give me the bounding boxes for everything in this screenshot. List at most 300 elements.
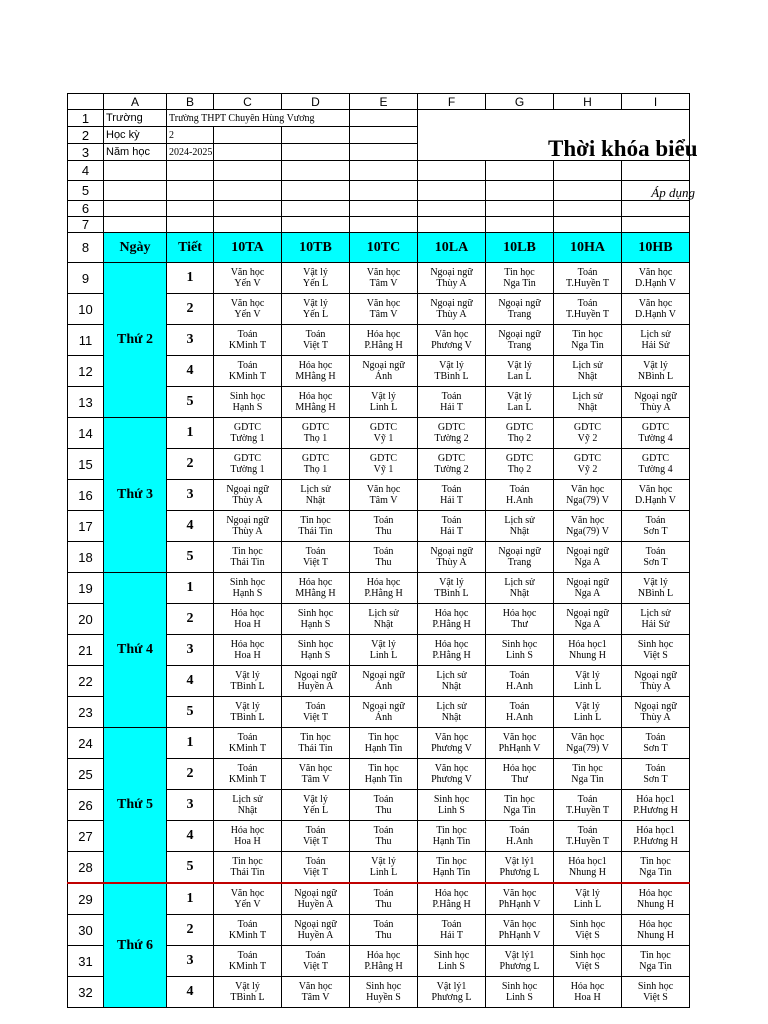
schedule-cell[interactable] [282, 449, 350, 480]
schedule-cell[interactable] [214, 418, 282, 449]
cell[interactable] [104, 201, 167, 217]
cell[interactable] [622, 161, 690, 181]
schedule-cell[interactable] [214, 573, 282, 604]
schedule-cell[interactable] [622, 573, 690, 604]
schedule-cell[interactable] [350, 821, 418, 852]
column-header-e[interactable]: E [350, 94, 418, 110]
schedule-cell[interactable] [554, 387, 622, 418]
schedule-cell[interactable] [418, 790, 486, 821]
schedule-cell[interactable] [282, 946, 350, 977]
row-number[interactable]: 15 [68, 449, 104, 480]
schedule-cell[interactable] [622, 387, 690, 418]
schedule-cell[interactable] [214, 697, 282, 728]
cell[interactable] [282, 144, 350, 161]
schedule-cell[interactable] [418, 697, 486, 728]
schedule-cell[interactable] [350, 852, 418, 884]
schedule-cell[interactable] [282, 418, 350, 449]
schedule-cell[interactable] [350, 511, 418, 542]
schedule-cell[interactable] [554, 542, 622, 573]
schedule-cell[interactable] [622, 790, 690, 821]
schedule-cell[interactable] [282, 635, 350, 666]
cell[interactable] [486, 217, 554, 233]
schedule-cell[interactable] [418, 915, 486, 946]
schedule-cell[interactable] [214, 852, 282, 884]
schedule-cell[interactable] [554, 294, 622, 325]
schedule-cell[interactable] [418, 883, 486, 915]
schedule-cell[interactable] [622, 356, 690, 387]
schedule-cell[interactable] [622, 604, 690, 635]
cell[interactable] [350, 127, 418, 144]
schedule-cell[interactable] [214, 263, 282, 294]
schedule-cell[interactable] [486, 263, 554, 294]
schedule-cell[interactable] [282, 977, 350, 1008]
schedule-cell[interactable] [282, 294, 350, 325]
schedule-cell[interactable] [214, 759, 282, 790]
row-number[interactable]: 12 [68, 356, 104, 387]
semester-label[interactable]: Học kỳ [104, 127, 167, 144]
schedule-cell[interactable] [554, 790, 622, 821]
schedule-cell[interactable] [554, 480, 622, 511]
schedule-cell[interactable] [282, 387, 350, 418]
period-number[interactable]: 1 [167, 573, 214, 604]
cell[interactable] [214, 181, 282, 201]
schedule-cell[interactable] [350, 418, 418, 449]
schedule-cell[interactable] [554, 449, 622, 480]
subtitle-cell[interactable] [622, 181, 695, 201]
schedule-cell[interactable] [554, 915, 622, 946]
schedule-cell[interactable] [418, 946, 486, 977]
schedule-cell[interactable] [418, 325, 486, 356]
cell[interactable] [350, 161, 418, 181]
schedule-cell[interactable] [622, 977, 690, 1008]
schedule-cell[interactable] [486, 946, 554, 977]
row-number[interactable]: 29 [68, 883, 104, 915]
subject-label: Toán [577, 298, 598, 309]
cell[interactable] [418, 161, 486, 181]
schedule-cell[interactable] [554, 946, 622, 977]
cell[interactable] [282, 127, 350, 144]
schedule-cell[interactable] [418, 418, 486, 449]
row-number[interactable]: 6 [68, 201, 104, 217]
schedule-cell[interactable] [350, 356, 418, 387]
period-header[interactable]: Tiết [167, 233, 214, 263]
row-number[interactable]: 10 [68, 294, 104, 325]
schedule-cell[interactable] [282, 852, 350, 884]
class-header[interactable]: 10TB [282, 233, 350, 263]
cell[interactable] [104, 217, 167, 233]
schedule-cell[interactable] [418, 977, 486, 1008]
year-value[interactable]: 2024-2025 [167, 144, 214, 161]
day-cell[interactable]: Thứ 2 [104, 263, 167, 418]
schedule-cell[interactable] [554, 852, 622, 884]
schedule-cell[interactable] [214, 790, 282, 821]
schedule-cell[interactable] [622, 759, 690, 790]
schedule-cell[interactable] [486, 821, 554, 852]
row-number[interactable]: 8 [68, 233, 104, 263]
schedule-cell[interactable] [214, 883, 282, 915]
schedule-cell[interactable] [350, 573, 418, 604]
schedule-cell[interactable] [486, 915, 554, 946]
cell[interactable] [554, 161, 622, 181]
schedule-cell[interactable] [214, 542, 282, 573]
day-cell[interactable]: Thứ 4 [104, 573, 167, 728]
schedule-cell[interactable] [622, 666, 690, 697]
class-header[interactable]: 10LB [486, 233, 554, 263]
schedule-cell[interactable] [486, 977, 554, 1008]
schedule-cell[interactable] [350, 635, 418, 666]
row-number[interactable]: 26 [68, 790, 104, 821]
column-header-c[interactable]: C [214, 94, 282, 110]
schedule-cell[interactable] [486, 604, 554, 635]
row-number[interactable]: 24 [68, 728, 104, 759]
schedule-cell[interactable] [282, 263, 350, 294]
schedule-cell[interactable] [486, 852, 554, 884]
schedule-cell[interactable] [486, 759, 554, 790]
schedule-cell[interactable] [418, 573, 486, 604]
row-number[interactable]: 3 [68, 144, 104, 161]
schedule-cell[interactable] [282, 480, 350, 511]
school-label[interactable]: Trường [104, 110, 167, 127]
schedule-cell[interactable] [214, 666, 282, 697]
schedule-cell[interactable] [622, 542, 690, 573]
schedule-cell[interactable] [350, 946, 418, 977]
schedule-cell[interactable] [622, 821, 690, 852]
schedule-cell[interactable] [214, 449, 282, 480]
schedule-cell[interactable] [282, 325, 350, 356]
schedule-cell[interactable] [214, 604, 282, 635]
schedule-cell[interactable] [486, 449, 554, 480]
schedule-cell[interactable] [350, 790, 418, 821]
row-number[interactable]: 28 [68, 852, 104, 884]
schedule-cell[interactable] [486, 294, 554, 325]
cell[interactable] [622, 217, 690, 233]
cell[interactable] [554, 217, 622, 233]
column-header-a[interactable]: A [104, 94, 167, 110]
cell[interactable] [282, 181, 350, 201]
period-number[interactable]: 2 [167, 449, 214, 480]
schedule-cell[interactable] [554, 883, 622, 915]
schedule-cell[interactable] [350, 387, 418, 418]
cell[interactable] [167, 161, 214, 181]
row-number[interactable]: 20 [68, 604, 104, 635]
row-number[interactable]: 17 [68, 511, 104, 542]
schedule-cell[interactable] [622, 418, 690, 449]
schedule-cell[interactable] [418, 821, 486, 852]
schedule-cell[interactable] [486, 387, 554, 418]
schedule-cell[interactable] [214, 480, 282, 511]
period-number[interactable]: 3 [167, 946, 214, 977]
schedule-cell[interactable] [350, 449, 418, 480]
cell[interactable] [214, 201, 282, 217]
cell[interactable] [486, 161, 554, 181]
period-number[interactable]: 1 [167, 883, 214, 915]
schedule-cell[interactable] [418, 604, 486, 635]
schedule-cell[interactable] [418, 728, 486, 759]
schedule-cell[interactable] [418, 635, 486, 666]
cell[interactable] [282, 217, 350, 233]
schedule-cell[interactable] [282, 511, 350, 542]
schedule-cell[interactable] [214, 635, 282, 666]
schedule-cell[interactable] [622, 449, 690, 480]
schedule-cell[interactable] [282, 697, 350, 728]
schedule-cell[interactable] [350, 697, 418, 728]
schedule-cell[interactable] [418, 852, 486, 884]
schedule-cell[interactable] [350, 294, 418, 325]
schedule-cell[interactable] [214, 821, 282, 852]
schedule-cell[interactable] [486, 728, 554, 759]
school-value[interactable]: Trường THPT Chuyên Hùng Vương [167, 110, 350, 127]
cell[interactable] [418, 181, 486, 201]
cell[interactable] [418, 201, 486, 217]
schedule-cell[interactable] [214, 387, 282, 418]
cell[interactable] [214, 161, 282, 181]
schedule-cell[interactable] [418, 356, 486, 387]
cell[interactable] [622, 201, 690, 217]
cell[interactable] [418, 217, 486, 233]
schedule-cell[interactable] [214, 915, 282, 946]
period-number[interactable]: 1 [167, 263, 214, 294]
schedule-cell[interactable] [350, 883, 418, 915]
period-number[interactable]: 3 [167, 325, 214, 356]
cell[interactable] [214, 217, 282, 233]
schedule-cell[interactable] [418, 666, 486, 697]
row-number[interactable]: 14 [68, 418, 104, 449]
day-header[interactable]: Ngày [104, 233, 167, 263]
period-number[interactable]: 2 [167, 294, 214, 325]
schedule-cell[interactable] [622, 852, 690, 884]
row-number[interactable]: 19 [68, 573, 104, 604]
row-number[interactable]: 11 [68, 325, 104, 356]
cell[interactable] [554, 201, 622, 217]
schedule-cell[interactable] [622, 697, 690, 728]
schedule-cell[interactable] [554, 573, 622, 604]
row-number[interactable]: 2 [68, 127, 104, 144]
period-number[interactable]: 4 [167, 977, 214, 1008]
year-label[interactable]: Năm học [104, 144, 167, 161]
schedule-cell[interactable] [554, 418, 622, 449]
row-number[interactable]: 5 [68, 181, 104, 201]
class-header[interactable]: 10TA [214, 233, 282, 263]
cell[interactable] [350, 110, 418, 127]
column-header-d[interactable]: D [282, 94, 350, 110]
class-header[interactable]: 10LA [418, 233, 486, 263]
schedule-cell[interactable] [282, 915, 350, 946]
schedule-cell[interactable] [418, 542, 486, 573]
schedule-cell[interactable] [622, 635, 690, 666]
schedule-cell[interactable] [418, 263, 486, 294]
schedule-cell[interactable] [554, 263, 622, 294]
schedule-cell[interactable] [554, 821, 622, 852]
schedule-cell[interactable] [214, 511, 282, 542]
schedule-cell[interactable] [350, 977, 418, 1008]
row-number[interactable]: 18 [68, 542, 104, 573]
schedule-cell[interactable] [486, 418, 554, 449]
schedule-cell[interactable] [350, 325, 418, 356]
cell[interactable] [486, 181, 554, 201]
schedule-cell[interactable] [282, 666, 350, 697]
schedule-cell[interactable] [282, 604, 350, 635]
schedule-cell[interactable] [622, 883, 690, 915]
cell[interactable] [104, 161, 167, 181]
schedule-cell[interactable] [486, 325, 554, 356]
period-number[interactable]: 2 [167, 915, 214, 946]
schedule-cell[interactable] [350, 542, 418, 573]
cell[interactable] [214, 144, 282, 161]
class-header[interactable]: 10TC [350, 233, 418, 263]
cell[interactable] [282, 201, 350, 217]
schedule-cell[interactable] [554, 977, 622, 1008]
cell[interactable] [167, 181, 214, 201]
column-header-g[interactable]: G [486, 94, 554, 110]
cell[interactable] [350, 181, 418, 201]
row-number[interactable]: 1 [68, 110, 104, 127]
schedule-cell[interactable] [622, 480, 690, 511]
schedule-cell[interactable] [214, 977, 282, 1008]
period-number[interactable]: 3 [167, 790, 214, 821]
schedule-cell[interactable] [554, 759, 622, 790]
schedule-cell[interactable] [622, 325, 690, 356]
schedule-cell[interactable] [486, 542, 554, 573]
schedule-cell[interactable] [486, 635, 554, 666]
cell[interactable] [486, 201, 554, 217]
schedule-cell[interactable] [622, 946, 690, 977]
schedule-cell[interactable] [350, 480, 418, 511]
period-number[interactable]: 4 [167, 821, 214, 852]
period-number[interactable]: 5 [167, 542, 214, 573]
column-header-f[interactable]: F [418, 94, 486, 110]
day-cell[interactable]: Thứ 6 [104, 883, 167, 1008]
class-header[interactable]: 10HB [622, 233, 690, 263]
cell[interactable] [350, 201, 418, 217]
schedule-cell[interactable] [282, 883, 350, 915]
schedule-cell[interactable] [418, 759, 486, 790]
schedule-cell[interactable] [622, 263, 690, 294]
cell[interactable] [104, 181, 167, 201]
period-number[interactable]: 5 [167, 387, 214, 418]
schedule-cell[interactable] [418, 449, 486, 480]
schedule-cell[interactable] [486, 480, 554, 511]
schedule-cell[interactable] [554, 511, 622, 542]
class-header[interactable]: 10HA [554, 233, 622, 263]
schedule-cell[interactable] [418, 387, 486, 418]
title-cell[interactable] [418, 110, 698, 161]
schedule-cell[interactable] [554, 635, 622, 666]
corner-cell[interactable] [68, 94, 104, 110]
schedule-cell[interactable] [486, 573, 554, 604]
period-number[interactable]: 5 [167, 852, 214, 884]
cell[interactable] [282, 161, 350, 181]
schedule-cell[interactable] [554, 697, 622, 728]
schedule-cell[interactable] [350, 263, 418, 294]
row-number[interactable]: 31 [68, 946, 104, 977]
schedule-cell[interactable] [350, 666, 418, 697]
day-cell[interactable]: Thứ 5 [104, 728, 167, 884]
schedule-cell[interactable] [622, 915, 690, 946]
schedule-cell[interactable] [554, 356, 622, 387]
schedule-cell[interactable] [214, 294, 282, 325]
schedule-cell[interactable] [214, 946, 282, 977]
row-number[interactable]: 13 [68, 387, 104, 418]
cell[interactable] [350, 217, 418, 233]
schedule-cell[interactable] [350, 728, 418, 759]
period-number[interactable]: 3 [167, 635, 214, 666]
period-number[interactable]: 2 [167, 759, 214, 790]
row-number[interactable]: 30 [68, 915, 104, 946]
schedule-cell[interactable] [486, 790, 554, 821]
cell[interactable] [350, 144, 418, 161]
cell[interactable] [167, 217, 214, 233]
cell[interactable] [214, 127, 282, 144]
schedule-cell[interactable] [282, 790, 350, 821]
schedule-cell[interactable] [554, 325, 622, 356]
column-header-b[interactable]: B [167, 94, 214, 110]
row-number[interactable]: 7 [68, 217, 104, 233]
row-number[interactable]: 27 [68, 821, 104, 852]
schedule-cell[interactable] [350, 604, 418, 635]
schedule-cell[interactable] [486, 697, 554, 728]
schedule-cell[interactable] [282, 542, 350, 573]
schedule-cell[interactable] [486, 356, 554, 387]
schedule-cell[interactable] [554, 666, 622, 697]
cell[interactable] [554, 181, 622, 201]
schedule-cell[interactable] [554, 604, 622, 635]
schedule-cell[interactable] [282, 759, 350, 790]
schedule-cell[interactable] [622, 294, 690, 325]
schedule-cell[interactable] [622, 728, 690, 759]
period-number[interactable]: 1 [167, 728, 214, 759]
period-number[interactable]: 4 [167, 356, 214, 387]
schedule-cell[interactable] [282, 573, 350, 604]
period-number[interactable]: 4 [167, 666, 214, 697]
schedule-cell[interactable] [282, 821, 350, 852]
semester-value[interactable]: 2 [167, 127, 214, 144]
schedule-cell[interactable] [418, 480, 486, 511]
schedule-cell[interactable] [486, 511, 554, 542]
schedule-cell[interactable] [622, 511, 690, 542]
row-number[interactable]: 32 [68, 977, 104, 1008]
schedule-cell[interactable] [282, 356, 350, 387]
row-number[interactable]: 16 [68, 480, 104, 511]
period-number[interactable]: 5 [167, 697, 214, 728]
teacher-label: PhHạnh V [498, 930, 541, 941]
row-number[interactable]: 21 [68, 635, 104, 666]
row-number[interactable]: 4 [68, 161, 104, 181]
schedule-cell[interactable] [214, 325, 282, 356]
column-header-i[interactable]: I [622, 94, 690, 110]
schedule-cell[interactable] [214, 728, 282, 759]
schedule-cell[interactable] [282, 728, 350, 759]
schedule-cell[interactable] [486, 883, 554, 915]
schedule-cell[interactable] [418, 511, 486, 542]
period-number[interactable]: 2 [167, 604, 214, 635]
row-number[interactable]: 9 [68, 263, 104, 294]
schedule-cell[interactable] [554, 728, 622, 759]
row-number[interactable]: 22 [68, 666, 104, 697]
schedule-cell[interactable] [350, 759, 418, 790]
period-number[interactable]: 1 [167, 418, 214, 449]
period-number[interactable]: 3 [167, 480, 214, 511]
schedule-cell[interactable] [486, 666, 554, 697]
column-header-h[interactable]: H [554, 94, 622, 110]
schedule-cell[interactable] [214, 356, 282, 387]
row-number[interactable]: 23 [68, 697, 104, 728]
day-cell[interactable]: Thứ 3 [104, 418, 167, 573]
period-number[interactable]: 4 [167, 511, 214, 542]
cell[interactable] [167, 201, 214, 217]
row-number[interactable]: 25 [68, 759, 104, 790]
schedule-cell[interactable] [418, 294, 486, 325]
schedule-cell[interactable] [350, 915, 418, 946]
